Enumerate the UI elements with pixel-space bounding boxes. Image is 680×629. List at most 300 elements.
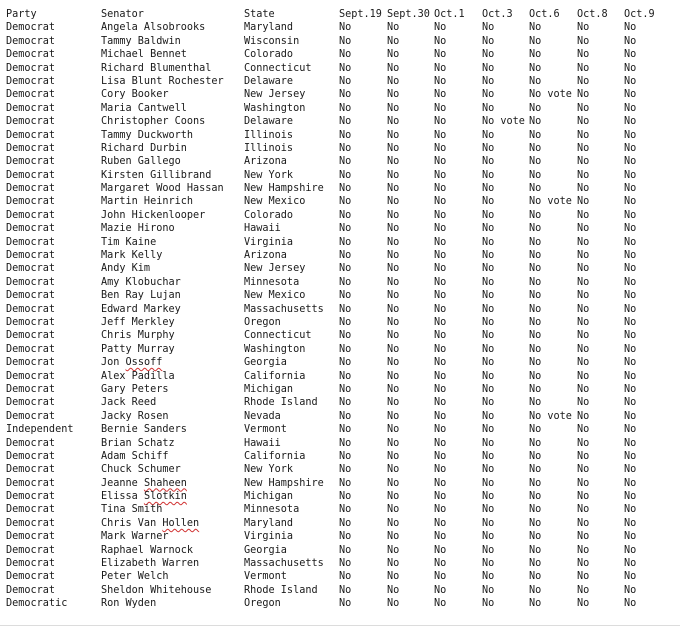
- vote-cell: No: [624, 156, 637, 168]
- vote-cell: No: [434, 357, 447, 369]
- vote-cell: No: [339, 89, 352, 101]
- vote-cell: No: [529, 75, 542, 87]
- state-cell: Wisconsin: [244, 35, 300, 47]
- vote-cell: No: [529, 263, 542, 275]
- vote-cell: No: [387, 397, 400, 409]
- vote-cell: No: [577, 558, 590, 570]
- state-cell: Minnesota: [244, 504, 300, 516]
- vote-cell: No: [577, 223, 590, 235]
- state-cell: New Mexico: [244, 290, 306, 302]
- vote-cell: No: [577, 303, 590, 315]
- vote-cell: No: [482, 517, 495, 529]
- vote-cell: No: [624, 410, 637, 422]
- vote-cell: No: [339, 531, 352, 543]
- vote-cell: No: [529, 477, 542, 489]
- vote-cell: No: [434, 316, 447, 328]
- vote-cell: No: [339, 477, 352, 489]
- vote-cell: No: [387, 250, 400, 262]
- vote-cell: No: [482, 316, 495, 328]
- state-cell: Connecticut: [244, 330, 312, 342]
- vote-cell: No: [339, 62, 352, 74]
- vote-cell: No: [434, 156, 447, 168]
- vote-cell: No: [434, 383, 447, 395]
- state-cell: Michigan: [244, 491, 294, 503]
- party-cell: Democrat: [6, 290, 56, 302]
- vote-cell: No: [482, 437, 495, 449]
- state-cell: New Hampshire: [244, 183, 324, 195]
- senator-cell: Elissa Slotkin: [101, 491, 187, 503]
- vote-cell: No: [387, 598, 400, 610]
- senator-cell: Cory Booker: [101, 89, 169, 101]
- vote-cell: No: [577, 450, 590, 462]
- vote-cell: No: [434, 410, 447, 422]
- vote-cell: No: [387, 383, 400, 395]
- vote-cell: No: [434, 89, 447, 101]
- vote-cell: No: [577, 477, 590, 489]
- vote-cell: No: [577, 196, 590, 208]
- senator-cell: Tammy Baldwin: [101, 35, 181, 47]
- vote-cell: No: [529, 544, 542, 556]
- vote-cell: No: [624, 196, 637, 208]
- vote-cell: No: [482, 35, 495, 47]
- party-cell: Democrat: [6, 183, 56, 195]
- vote-cell: No: [482, 424, 495, 436]
- party-cell: Democrat: [6, 62, 56, 74]
- vote-cell: No: [624, 424, 637, 436]
- vote-cell: No: [339, 544, 352, 556]
- vote-cell: No: [339, 196, 352, 208]
- party-cell: Democrat: [6, 196, 56, 208]
- vote-cell: No: [529, 370, 542, 382]
- state-cell: New Hampshire: [244, 477, 324, 489]
- vote-cell: No: [434, 437, 447, 449]
- state-cell: New Jersey: [244, 89, 306, 101]
- vote-cell: No: [482, 75, 495, 87]
- vote-cell: No: [387, 35, 400, 47]
- vote-cell: No: [387, 517, 400, 529]
- vote-cell: No: [482, 598, 495, 610]
- senator-cell: Richard Blumenthal: [101, 62, 212, 74]
- vote-cell: No: [339, 49, 352, 61]
- vote-cell: No: [529, 250, 542, 262]
- vote-cell: No: [624, 169, 637, 181]
- vote-cell: No: [434, 116, 447, 128]
- vote-cell: No: [529, 102, 542, 114]
- vote-cell: No: [482, 410, 495, 422]
- vote-cell: No: [387, 464, 400, 476]
- vote-cell: No: [339, 276, 352, 288]
- vote-cell: No: [577, 156, 590, 168]
- vote-cell: No: [387, 290, 400, 302]
- vote-cell: No: [482, 383, 495, 395]
- vote-cell: No: [482, 276, 495, 288]
- vote-cell: No: [387, 544, 400, 556]
- senator-cell: Maria Cantwell: [101, 102, 187, 114]
- vote-cell: No: [387, 209, 400, 221]
- header-party: Party: [6, 9, 37, 20]
- vote-cell: No: [529, 517, 542, 529]
- vote-cell: No: [387, 450, 400, 462]
- party-cell: Democrat: [6, 169, 56, 181]
- party-cell: Democrat: [6, 558, 56, 570]
- vote-cell: No: [529, 531, 542, 543]
- vote-cell: No: [529, 223, 542, 235]
- vote-cell: No: [434, 464, 447, 476]
- party-cell: Democrat: [6, 102, 56, 114]
- party-cell: Independent: [6, 424, 74, 436]
- vote-cell: No: [529, 424, 542, 436]
- vote-cell: No: [624, 49, 637, 61]
- vote-cell: No: [577, 383, 590, 395]
- vote-cell: No: [482, 504, 495, 516]
- vote-cell: No: [387, 477, 400, 489]
- party-cell: Democrat: [6, 450, 56, 462]
- vote-cell: No: [624, 504, 637, 516]
- vote-cell: No: [577, 116, 590, 128]
- vote-cell: No: [387, 156, 400, 168]
- vote-cell: No: [529, 276, 542, 288]
- vote-cell: No: [624, 35, 637, 47]
- party-cell: Democrat: [6, 477, 56, 489]
- senator-cell: Chuck Schumer: [101, 464, 181, 476]
- state-cell: Washington: [244, 343, 306, 355]
- party-cell: Democrat: [6, 35, 56, 47]
- state-cell: Rhode Island: [244, 584, 318, 596]
- vote-cell: No: [577, 236, 590, 248]
- vote-cell: No: [482, 156, 495, 168]
- vote-cell: No: [387, 116, 400, 128]
- vote-cell: No: [434, 169, 447, 181]
- state-cell: Illinois: [244, 129, 294, 141]
- state-cell: Georgia: [244, 357, 287, 369]
- vote-cell: No: [624, 75, 637, 87]
- vote-cell: No: [577, 370, 590, 382]
- senator-cell: John Hickenlooper: [101, 209, 206, 221]
- vote-cell: No: [387, 129, 400, 141]
- vote-cell: No: [387, 410, 400, 422]
- senator-cell: Jon Ossoff: [101, 357, 163, 369]
- vote-cell: No: [482, 571, 495, 583]
- state-cell: Delaware: [244, 75, 294, 87]
- vote-cell: No: [339, 129, 352, 141]
- vote-cell: No: [577, 75, 590, 87]
- party-cell: Democrat: [6, 223, 56, 235]
- party-cell: Democrat: [6, 491, 56, 503]
- vote-cell: No: [577, 491, 590, 503]
- vote-cell: No: [339, 75, 352, 87]
- vote-cell: No: [339, 35, 352, 47]
- vote-cell: No: [529, 504, 542, 516]
- vote-cell: No: [577, 102, 590, 114]
- party-cell: Democrat: [6, 370, 56, 382]
- vote-cell: No: [482, 343, 495, 355]
- vote-cell: No: [624, 116, 637, 128]
- vote-cell: No: [339, 491, 352, 503]
- senator-cell: Bernie Sanders: [101, 424, 187, 436]
- vote-cell: No: [577, 464, 590, 476]
- vote-cell: No: [387, 491, 400, 503]
- vote-cell: No: [434, 129, 447, 141]
- vote-cell: No: [339, 316, 352, 328]
- senator-cell: Jacky Rosen: [101, 410, 169, 422]
- vote-cell: No: [624, 236, 637, 248]
- vote-cell: No: [339, 250, 352, 262]
- vote-cell: No: [529, 343, 542, 355]
- vote-cell: No: [529, 62, 542, 74]
- vote-cell: No: [482, 303, 495, 315]
- vote-cell: No: [387, 169, 400, 181]
- party-cell: Democrat: [6, 544, 56, 556]
- vote-cell: No: [387, 75, 400, 87]
- header-date: Oct.3: [482, 9, 513, 20]
- vote-cell: No: [434, 35, 447, 47]
- vote-cell: No: [387, 22, 400, 34]
- vote-cell: No: [339, 584, 352, 596]
- vote-cell: No: [434, 397, 447, 409]
- vote-cell: No: [482, 49, 495, 61]
- vote-cell: No: [482, 102, 495, 114]
- senator-cell: Jeff Merkley: [101, 316, 175, 328]
- vote-cell: No vote: [482, 116, 525, 128]
- vote-cell: No: [434, 517, 447, 529]
- state-cell: Virginia: [244, 531, 294, 543]
- vote-cell: No: [624, 383, 637, 395]
- state-cell: Hawaii: [244, 437, 281, 449]
- state-cell: Illinois: [244, 142, 294, 154]
- party-cell: Democrat: [6, 397, 56, 409]
- state-cell: Oregon: [244, 598, 281, 610]
- vote-cell: No: [577, 598, 590, 610]
- vote-cell: No: [624, 142, 637, 154]
- senator-cell: Mark Warner: [101, 531, 169, 543]
- vote-cell: No: [529, 303, 542, 315]
- senator-cell: Ben Ray Lujan: [101, 290, 181, 302]
- vote-cell: No: [339, 450, 352, 462]
- party-cell: Democrat: [6, 357, 56, 369]
- vote-cell: No: [624, 598, 637, 610]
- vote-cell: No: [482, 169, 495, 181]
- party-cell: Democrat: [6, 504, 56, 516]
- vote-cell: No: [577, 330, 590, 342]
- vote-cell: No: [577, 129, 590, 141]
- vote-cell: No: [624, 276, 637, 288]
- party-cell: Democrat: [6, 75, 56, 87]
- vote-cell: No: [339, 504, 352, 516]
- header-date: Oct.8: [577, 9, 608, 20]
- vote-cell: No: [434, 303, 447, 315]
- vote-cell: No: [624, 223, 637, 235]
- vote-cell: No: [339, 397, 352, 409]
- vote-cell: No: [577, 504, 590, 516]
- vote-cell: No: [529, 156, 542, 168]
- senator-cell: Margaret Wood Hassan: [101, 183, 224, 195]
- vote-cell: No: [387, 571, 400, 583]
- vote-cell: No: [482, 196, 495, 208]
- vote-cell: No: [624, 209, 637, 221]
- vote-cell: No: [577, 250, 590, 262]
- vote-cell: No: [387, 504, 400, 516]
- vote-cell: No: [624, 531, 637, 543]
- senator-cell: Elizabeth Warren: [101, 558, 200, 570]
- vote-cell: No: [529, 558, 542, 570]
- vote-cell: No: [482, 142, 495, 154]
- vote-cell: No: [482, 22, 495, 34]
- state-cell: Rhode Island: [244, 397, 318, 409]
- party-cell: Democrat: [6, 343, 56, 355]
- senator-cell: Adam Schiff: [101, 450, 169, 462]
- state-cell: Vermont: [244, 571, 287, 583]
- vote-cell: No: [387, 236, 400, 248]
- vote-cell: No: [529, 236, 542, 248]
- vote-cell: No: [339, 424, 352, 436]
- vote-cell: No: [434, 531, 447, 543]
- vote-cell: No: [624, 357, 637, 369]
- vote-cell: No: [529, 209, 542, 221]
- vote-cell: No: [577, 276, 590, 288]
- header-date: Sept.30: [387, 9, 430, 20]
- vote-cell: No: [482, 370, 495, 382]
- state-cell: Hawaii: [244, 223, 281, 235]
- vote-cell: No: [577, 544, 590, 556]
- vote-cell: No: [434, 491, 447, 503]
- state-cell: Georgia: [244, 544, 287, 556]
- senator-cell: Mazie Hirono: [101, 223, 175, 235]
- state-cell: Connecticut: [244, 62, 312, 74]
- party-cell: Democrat: [6, 89, 56, 101]
- party-cell: Democrat: [6, 49, 56, 61]
- vote-cell: No: [482, 544, 495, 556]
- vote-cell: No: [624, 477, 637, 489]
- party-cell: Democrat: [6, 276, 56, 288]
- vote-cell: No: [387, 343, 400, 355]
- party-cell: Democrat: [6, 236, 56, 248]
- senator-cell: Chris Van Hollen: [101, 517, 200, 529]
- vote-cell: No: [434, 571, 447, 583]
- party-cell: Democrat: [6, 129, 56, 141]
- vote-cell: No: [482, 62, 495, 74]
- vote-cell: No: [339, 263, 352, 275]
- vote-cell: No: [624, 571, 637, 583]
- vote-cell: No: [434, 183, 447, 195]
- spellcheck-underline: Shaheen: [143, 477, 187, 489]
- vote-cell: No vote: [529, 196, 572, 208]
- vote-cell: No: [577, 183, 590, 195]
- senator-cell: Patty Murray: [101, 343, 175, 355]
- senator-cell: Peter Welch: [101, 571, 169, 583]
- vote-cell: No: [339, 598, 352, 610]
- vote-cell: No: [434, 223, 447, 235]
- vote-cell: No: [387, 584, 400, 596]
- vote-cell: No: [387, 263, 400, 275]
- vote-cell: No: [529, 437, 542, 449]
- vote-cell: No: [339, 156, 352, 168]
- senator-cell: Amy Klobuchar: [101, 276, 181, 288]
- vote-cell: No: [434, 598, 447, 610]
- vote-cell: No: [577, 571, 590, 583]
- senator-cell: Jack Reed: [101, 397, 157, 409]
- header-date: Oct.1: [434, 9, 465, 20]
- vote-cell: No: [387, 531, 400, 543]
- senator-cell: Lisa Blunt Rochester: [101, 75, 224, 87]
- vote-cell: No: [624, 450, 637, 462]
- vote-cell: No: [482, 89, 495, 101]
- vote-cell: No: [434, 236, 447, 248]
- vote-cell: No: [434, 370, 447, 382]
- party-cell: Democrat: [6, 464, 56, 476]
- senator-cell: Michael Bennet: [101, 49, 187, 61]
- vote-cell: No: [339, 116, 352, 128]
- vote-cell: No: [624, 22, 637, 34]
- spellcheck-underline: Slotkin: [143, 491, 187, 503]
- vote-cell: No: [339, 343, 352, 355]
- vote-cell: No: [434, 49, 447, 61]
- senator-cell: Andy Kim: [101, 263, 151, 275]
- vote-cell: No: [482, 357, 495, 369]
- vote-cell: No: [624, 316, 637, 328]
- vote-cell: No: [434, 584, 447, 596]
- state-cell: Colorado: [244, 49, 294, 61]
- senator-cell: Kirsten Gillibrand: [101, 169, 212, 181]
- state-cell: Minnesota: [244, 276, 300, 288]
- vote-cell: No: [434, 450, 447, 462]
- vote-cell: No: [577, 343, 590, 355]
- vote-cell: No: [624, 437, 637, 449]
- vote-cell: No: [434, 290, 447, 302]
- vote-cell: No: [434, 102, 447, 114]
- vote-cell: No: [624, 129, 637, 141]
- party-cell: Democrat: [6, 571, 56, 583]
- vote-cell: No: [387, 370, 400, 382]
- vote-cell: No: [529, 316, 542, 328]
- vote-cell: No: [387, 303, 400, 315]
- vote-cell: No: [624, 250, 637, 262]
- party-cell: Democrat: [6, 531, 56, 543]
- vote-cell: No: [624, 183, 637, 195]
- vote-cell: No: [339, 223, 352, 235]
- vote-cell: No: [434, 250, 447, 262]
- party-cell: Democrat: [6, 316, 56, 328]
- vote-cell: No: [624, 397, 637, 409]
- vote-cell: No: [577, 584, 590, 596]
- vote-cell: No: [624, 343, 637, 355]
- vote-cell: No: [624, 102, 637, 114]
- vote-cell: No: [529, 571, 542, 583]
- vote-cell: No: [529, 464, 542, 476]
- vote-cell: No: [434, 276, 447, 288]
- header-date: Sept.19: [339, 9, 382, 20]
- vote-cell: No: [387, 142, 400, 154]
- vote-cell: No: [577, 35, 590, 47]
- spellcheck-underline: Ossoff: [125, 357, 163, 369]
- vote-cell: No: [387, 89, 400, 101]
- vote-cell: No: [624, 464, 637, 476]
- vote-cell: No: [624, 303, 637, 315]
- party-cell: Democrat: [6, 156, 56, 168]
- party-cell: Democratic: [6, 598, 68, 610]
- vote-cell: No: [434, 196, 447, 208]
- vote-cell: No: [434, 62, 447, 74]
- vote-cell: No: [529, 169, 542, 181]
- vote-cell: No: [529, 397, 542, 409]
- vote-cell: No: [387, 223, 400, 235]
- vote-cell: No: [387, 437, 400, 449]
- state-cell: Washington: [244, 102, 306, 114]
- vote-cell: No: [482, 491, 495, 503]
- vote-cell: No: [434, 263, 447, 275]
- vote-cell: No: [339, 571, 352, 583]
- state-cell: Massachusetts: [244, 303, 324, 315]
- party-cell: Democrat: [6, 383, 56, 395]
